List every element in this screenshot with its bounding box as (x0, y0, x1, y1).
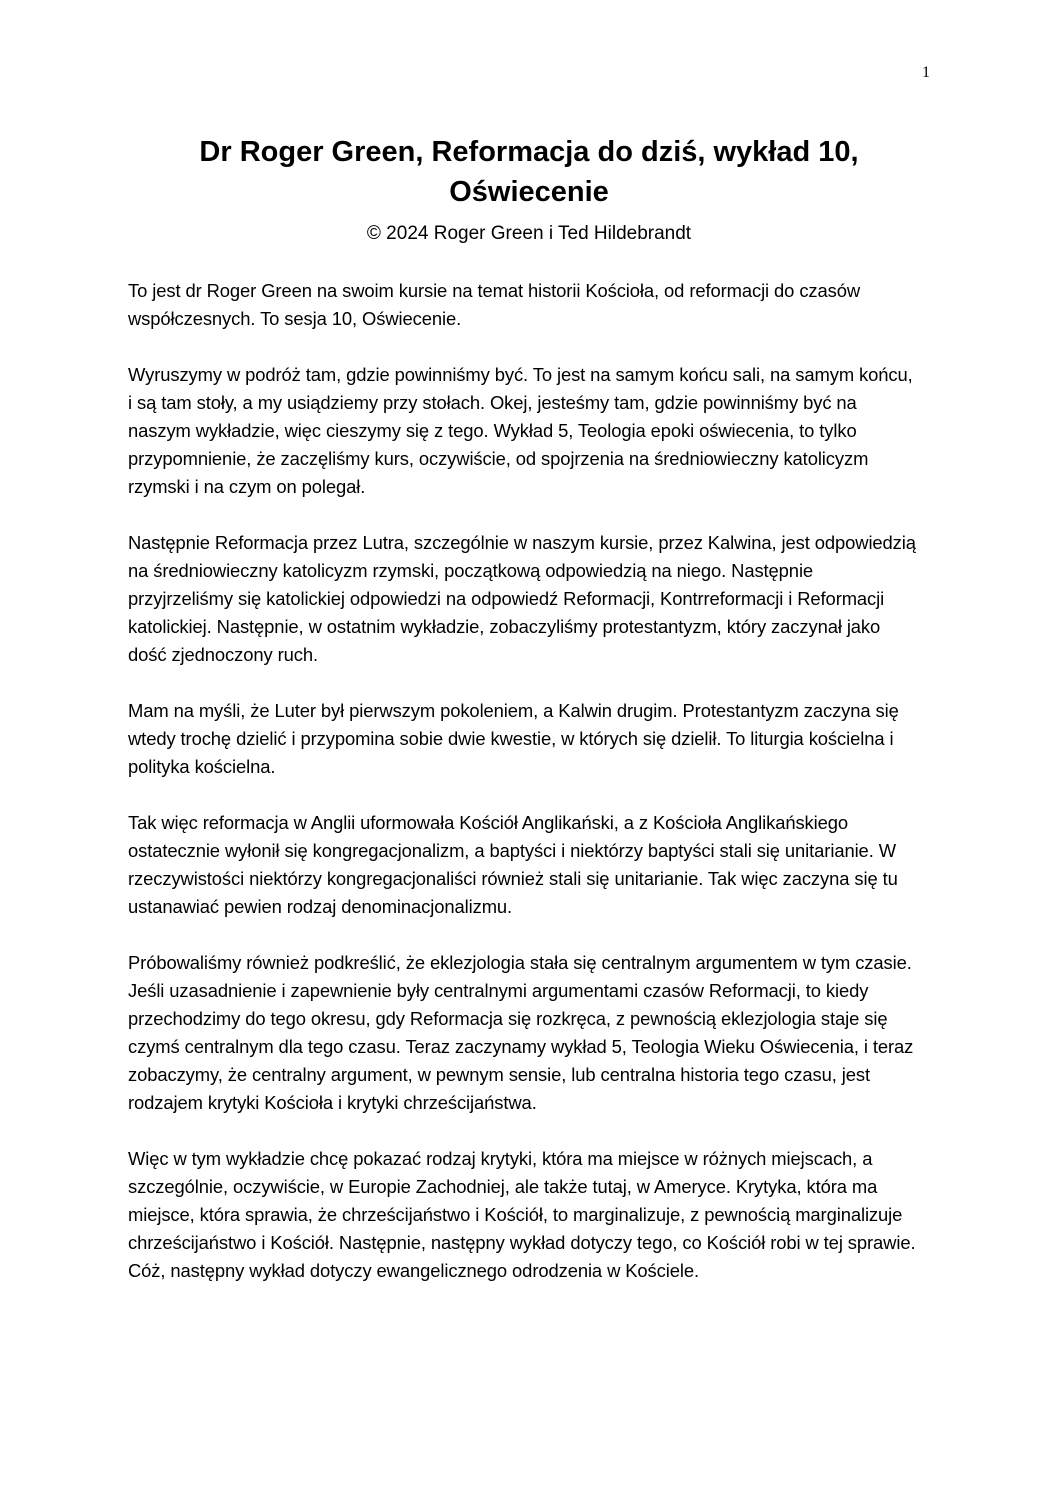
paragraph: Więc w tym wykładzie chcę pokazać rodzaj krytyki, która ma miejsce w różnych miejscach, a szczególnie, oczywiście, w Europie Zachodniej, ale także tutaj, w Ameryce. Krytyka, która ma miejsce, która sprawia, że chrześcijaństwo i Kościół, to marginalizuje, z pewnością marginalizuje chrześcijaństwo i Kościół. Następnie, następny wykład dotyczy tego, co Kościół robi w tej sprawie. Cóż, następny wykład dotyczy ewangelicznego odrodzenia w Kościele. (128, 1148, 916, 1281)
copyright-line: © 2024 Roger Green i Ted Hildebrandt (366, 223, 692, 244)
document-title: Dr Roger Green, Reformacja do dziś, wykład 10, Oświecenie (199, 136, 859, 208)
paragraph: Próbowaliśmy również podkreślić, że eklezjologia stała się centralnym argumentem w tym czasie. Jeśli uzasadnienie i zapewnienie były centralnymi argumentami czasów Reformacji, to kiedy przechodzimy do tego okresu, gdy Reformacja się rozkręca, z pewnością eklezjologia staje się czymś centralnym dla tego czasu. Teraz zaczynamy wykład 5, Teologia Wieku Oświecenia, i teraz zobaczymy, że centralny argument, w pewnym sensie, lub centralna historia tego czasu, jest rodzajem krytyki Kościoła i krytyki chrześcijaństwa. (128, 952, 914, 1113)
paragraph: Mam na myśli, że Luter był pierwszym pokoleniem, a Kalwin drugim. Protestantyzm zaczyna się wtedy trochę dzielić i przypomina sobie dwie kwestie, w których się dzielił. To liturgia kościelna i polityka kościelna. (128, 700, 899, 777)
page-number: 1 (922, 64, 930, 81)
paragraph: Tak więc reformacja w Anglii uformowała Kościół Anglikański, a z Kościoła Anglikańskiego ostatecznie wyłonił się kongregacjonalizm, a baptyści i niektórzy baptyści stali się unitarianie. W rzeczywistości niektórzy kongregacjonaliści również stali się unitarianie. Tak więc zaczyna się tu ustanawiać pewien rodzaj denominacjonalizmu. (128, 812, 898, 917)
document-body (128, 277, 918, 1313)
paragraph: To jest dr Roger Green na swoim kursie na temat historii Kościoła, od reformacji do czasów współczesnych. To sesja 10, Oświecenie. (128, 280, 861, 329)
paragraph: Wyruszymy w podróż tam, gdzie powinniśmy być. To jest na samym końcu sali, na samym końcu, i są tam stoły, a my usiądziemy przy stołach. Okej, jesteśmy tam, gdzie powinniśmy być na naszym wykładzie, więc cieszymy się z tego. Wykład 5, Teologia epoki oświecenia, to tylko przypomnienie, że zaczęliśmy kurs, oczywiście, od spojrzenia na średniowieczny katolicyzm rzymski i na czym on polegał. (128, 364, 913, 497)
paragraph: Następnie Reformacja przez Lutra, szczególnie w naszym kursie, przez Kalwina, jest odpowiedzią na średniowieczny katolicyzm rzymski, początkową odpowiedzią na niego. Następnie przyjrzeliśmy się katolickiej odpowiedzi na odpowiedź Reformacji, Kontrreformacji i Reformacji katolickiej. Następnie, w ostatnim wykładzie, zobaczyliśmy protestantyzm, który zaczynał jako dość zjednoczony ruch. (128, 532, 916, 665)
